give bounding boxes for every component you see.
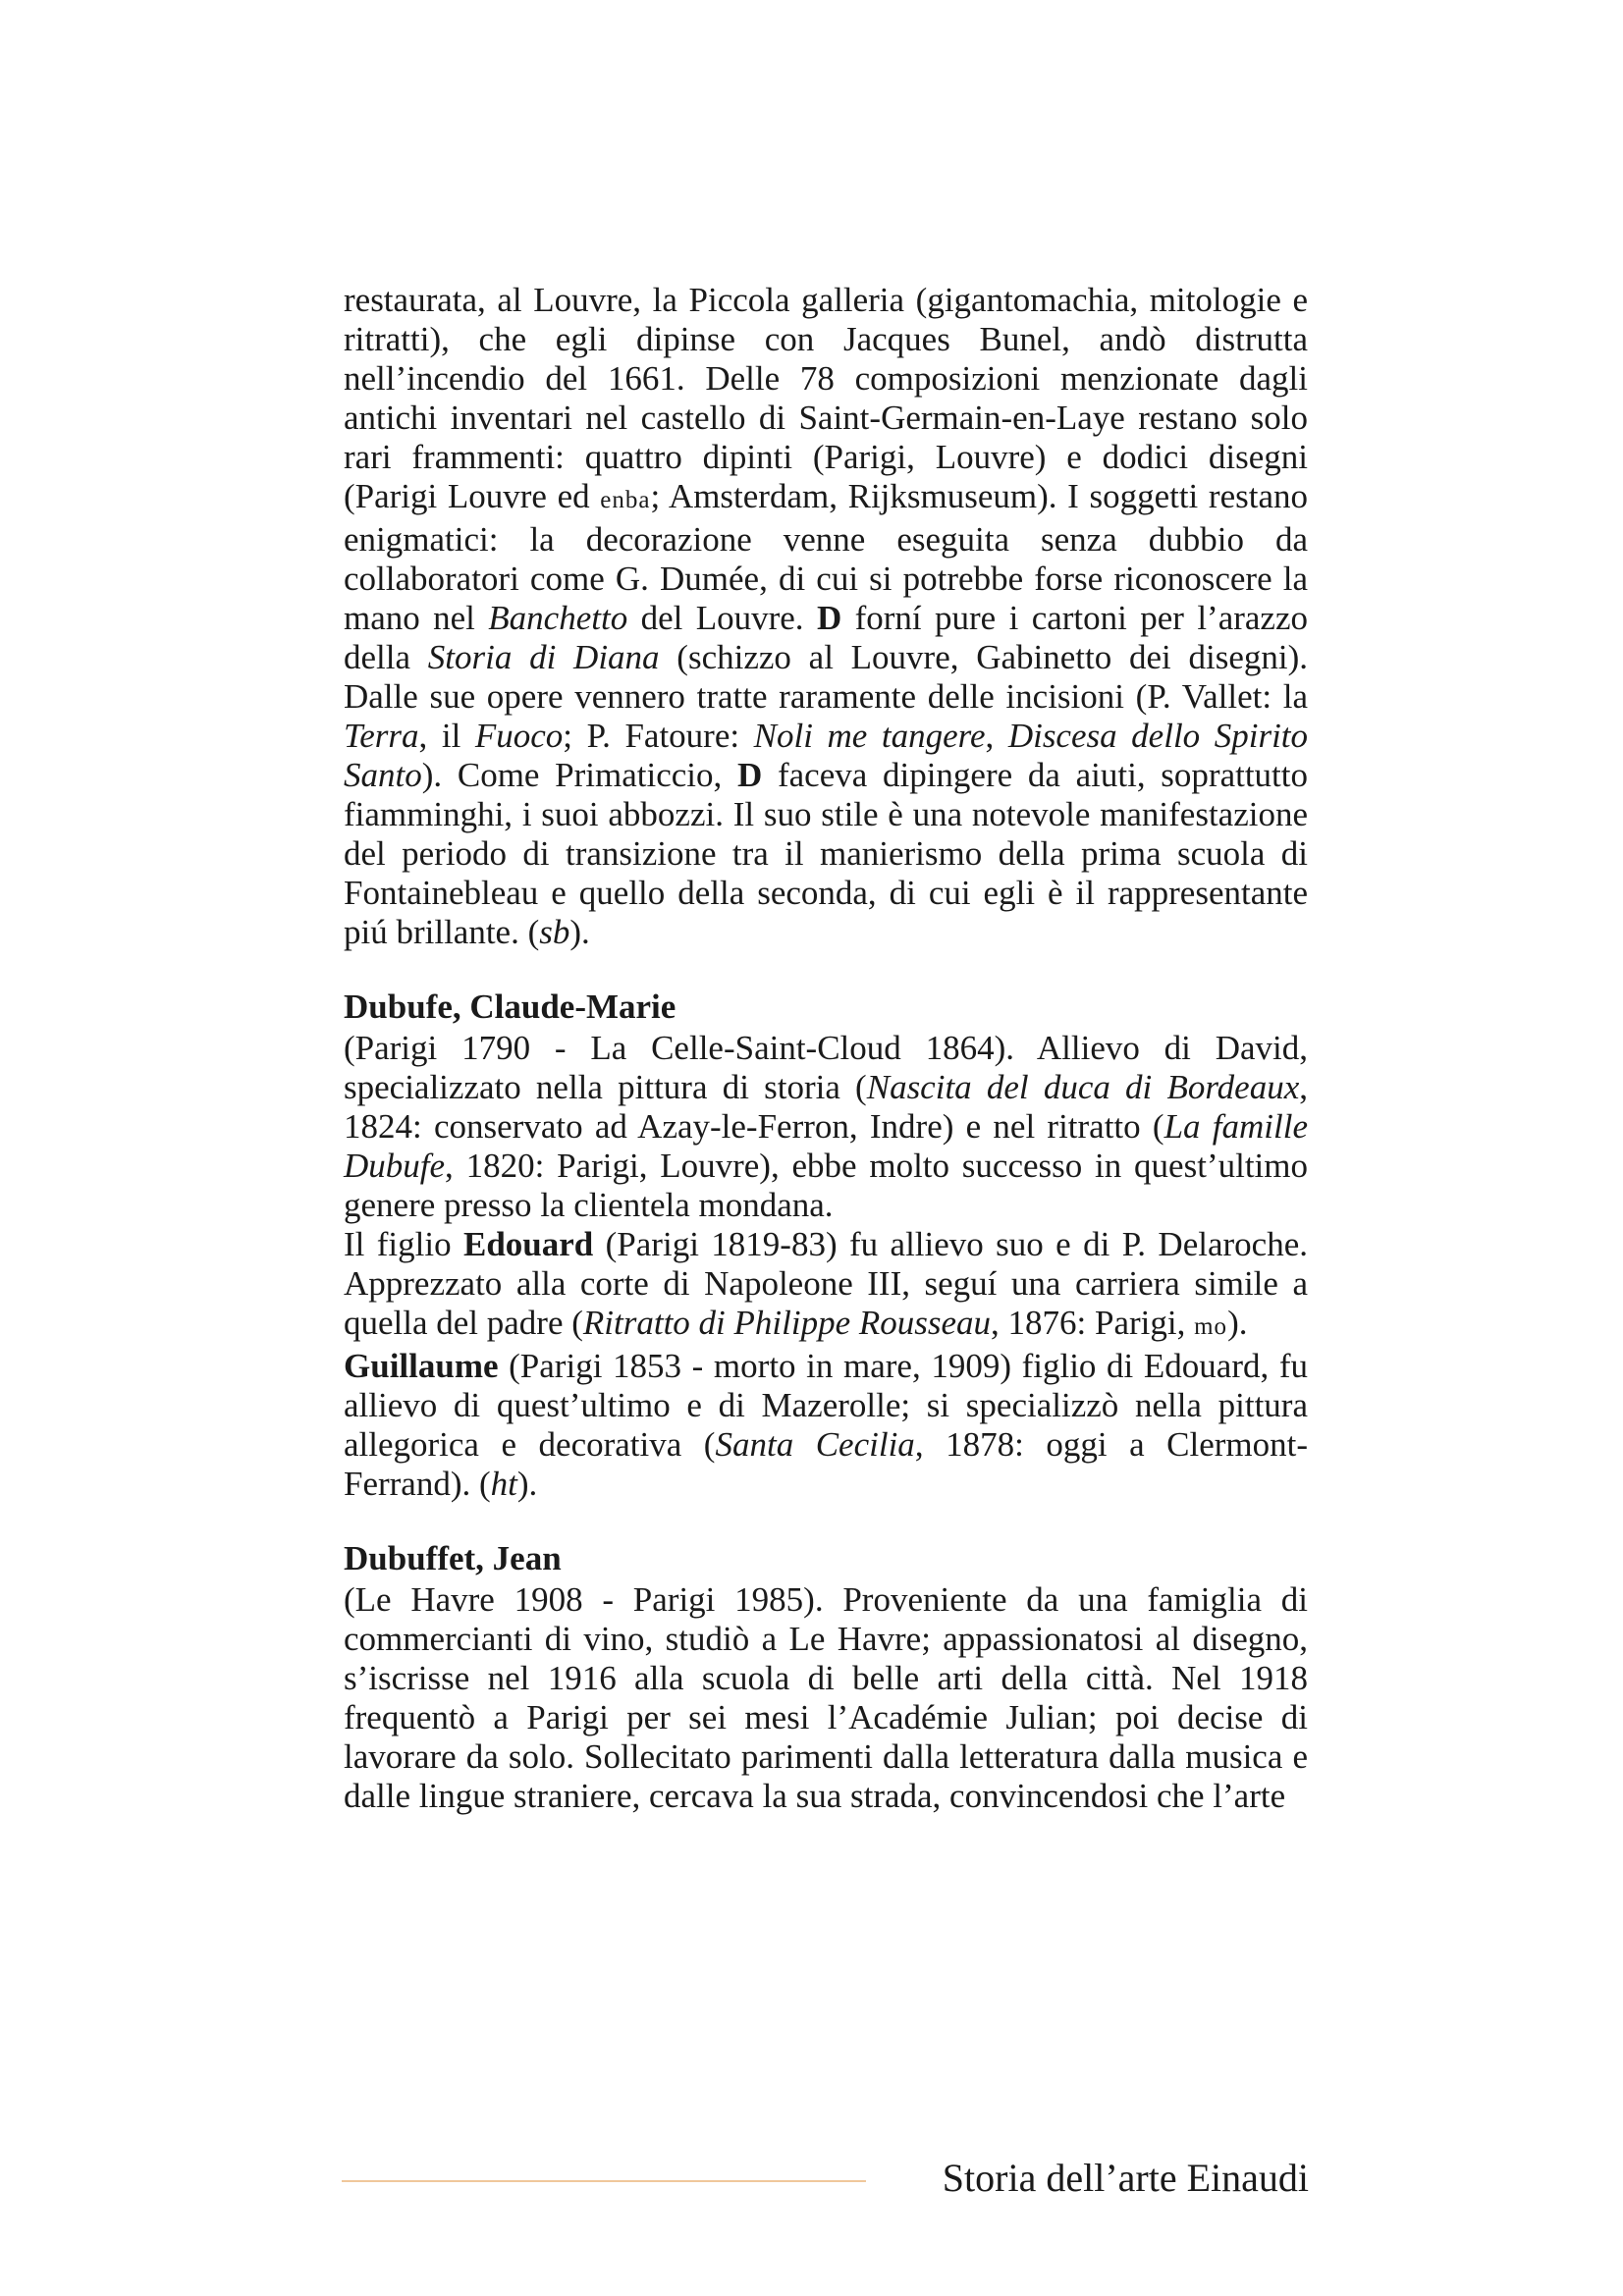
text-column: [344, 281, 1308, 1816]
italic-run: Ritratto di Philippe Rousseau: [582, 1304, 992, 1342]
text-run: , 1876: Parigi,: [991, 1304, 1195, 1342]
text-run: enba: [600, 487, 651, 513]
bold-run: D: [736, 756, 763, 794]
italic-run: Terra: [344, 717, 419, 755]
entry-paragraph: [344, 1225, 1308, 1347]
entry-paragraph: [344, 1029, 1308, 1225]
text-run: (schizzo al Louvre, Gabinetto dei disegni). Dalle sue opere vennero tratte raramente delle incisioni (P. Vallet: la: [344, 638, 1308, 716]
text-run: (Parigi 1819-83) fu allievo suo e di P. Delaroche. Apprezzato alla corte di Napoleone III, seguí una carriera simile a quella del padre (: [344, 1225, 1308, 1342]
bold-run: Edouard: [462, 1225, 594, 1263]
entry-heading: Dubufe, Claude-Marie: [344, 988, 676, 1026]
entry-paragraph: [344, 281, 1308, 952]
text-run: faceva dipingere da aiuti, soprattutto fiamminghi, i suoi abbozzi. Il suo stile è una notevole manifestazione del periodo di transizione tra il manierismo della prima scuola di Fontainebleau e quello della seconda, di cui egli è il rappresentante piú brillante. (: [344, 756, 1308, 951]
text-run: ).: [516, 1465, 538, 1503]
footer-label: Storia dell’arte Einaudi: [942, 2156, 1309, 2200]
bold-run: Guillaume: [344, 1347, 499, 1385]
text-run: , 1824: conservato ad Azay-le-Ferron, Indre) e nel ritratto (: [344, 1068, 1308, 1146]
text-run: ).: [1227, 1304, 1248, 1342]
text-run: ).: [569, 913, 590, 951]
text-run: ; Amsterdam, Rijksmuseum). I soggetti restano enigmatici: la decorazione venne eseguita senza dubbio da collaboratori come G. Dumée, di cui si potrebbe forse riconoscere la mano nel: [344, 477, 1308, 637]
italic-run: Fuoco: [474, 717, 564, 755]
italic-run: Santa Cecilia: [715, 1425, 915, 1464]
italic-run: sb: [539, 913, 570, 951]
italic-run: Storia di Diana: [427, 638, 660, 676]
text-run: forní pure i cartoni per l’arazzo della: [344, 599, 1308, 676]
bold-run: D: [816, 599, 842, 637]
text-run: , 1878: oggi a Clermont-Ferrand). (: [344, 1425, 1308, 1503]
italic-run: ht: [490, 1465, 517, 1503]
text-run: , 1820: Parigi, Louvre), ebbe molto successo in quest’ultimo genere presso la clientela mondana.: [344, 1147, 1308, 1224]
italic-run: Banchetto: [488, 599, 628, 637]
italic-run: La famille Dubufe: [344, 1107, 1308, 1185]
text-run: ,: [985, 717, 1008, 755]
text-run: ; P. Fatoure:: [563, 717, 754, 755]
text-run: , il: [418, 717, 475, 755]
italic-run: Noli me tangere: [753, 717, 986, 755]
entry-paragraph: [344, 1580, 1308, 1816]
text-run: ). Come Primaticcio,: [421, 756, 737, 794]
italic-run: Discesa dello Spirito Santo: [344, 717, 1309, 794]
text-run: (Parigi 1790 - La Celle-Saint-Cloud 1864). Allievo di David, specializzato nella pittura di storia (: [344, 1029, 1308, 1106]
text-run: del Louvre.: [627, 599, 817, 637]
text-run: restaurata, al Louvre, la Piccola galleria (gigantomachia, mitologie e ritratti), che egli dipinse con Jacques Bunel, andò distrutta nell’incendio del 1661. Delle 78 composizioni menzionate dagli antichi inventari nel castello di Saint-Germain-en-Laye restano solo rari frammenti: quattro dipinti (Parigi, Louvre) e dodici disegni (Parigi Louvre ed: [344, 281, 1308, 515]
text-run: (Parigi 1853 - morto in mare, 1909) figlio di Edouard, fu allievo di quest’ultimo e di Mazerolle; si specializzò nella pittura allegorica e decorativa (: [344, 1347, 1308, 1464]
text-run: (Le Havre 1908 - Parigi 1985). Proveniente da una famiglia di commercianti di vino, studiò a Le Havre; appassionatosi al disegno, s’iscrisse nel 1916 alla scuola di belle arti della città. Nel 1918 frequentò a Parigi per sei mesi l’Académie Julian; poi decise di lavorare da solo. Sollecitato parimenti dalla letteratura dalla musica e dalle lingue straniere, cercava la sua strada, convincendosi che l’arte: [344, 1580, 1308, 1815]
footer-rule: [342, 2180, 866, 2182]
text-run: Il figlio: [344, 1225, 463, 1263]
text-run: mo: [1194, 1313, 1228, 1340]
entry-heading: Dubuffet, Jean: [344, 1539, 562, 1577]
italic-run: Nascita del duca di Bordeaux: [866, 1068, 1300, 1106]
entry-paragraph: [344, 1347, 1308, 1504]
